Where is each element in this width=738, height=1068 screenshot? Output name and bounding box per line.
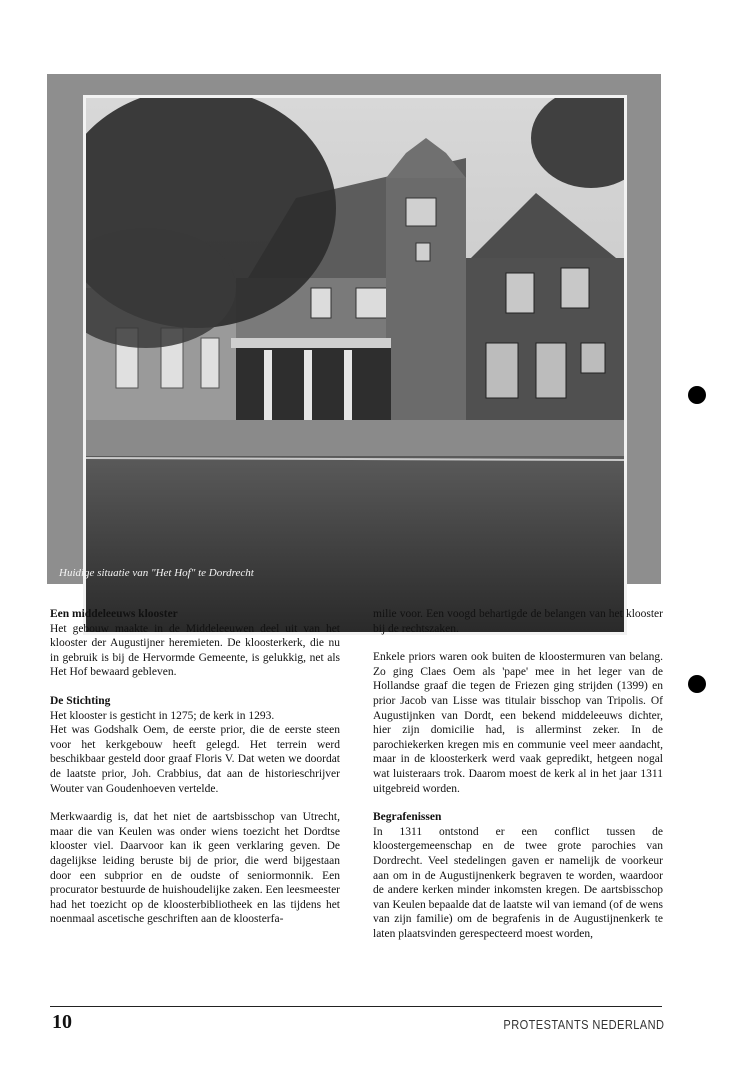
section-een-middeleeuws-klooster (50, 607, 340, 680)
paragraph: milie voor. Een voogd behartigde de belangen van het klooster bij de rechtszaken. (373, 608, 663, 635)
paragraph: Het gebouw maakte in de Middeleeuwen deel uit van het klooster der Augustijner heremieten. De kloosterkerk, die nu in gebruik is bij de Hervormde Gemeente, is gelukkig, net als Het Hof bewaard gebleven. (50, 622, 340, 679)
paragraph: Het was Godshalk Oem, de eerste prior, die de eerste steen voor het kerkgebouw heeft gelegd. Het terrein werd beschikbaar gesteld door graaf Floris V. Dat weten we doordat de laatste prior, Joh. Crabbius, dat aan de historieschrijver Wouter van Goudenhoeven vertelde. (50, 724, 340, 795)
section-heading: Begrafenissen (373, 811, 442, 824)
right-column (373, 607, 663, 955)
paragraph: Enkele priors waren ook buiten de kloostermuren van belang. Zo ging Claes Oem als 'pape' mee in het leger van de Hollandse graaf die tegen de Friezen ging strijden (1399) en prior Jacob van Lisse was titulair bisschop van Tripolis. Of Augustijnken van Dordt, een bekend middeleeuws dichter, hier zijn domicilie had, is allerminst zeker. In de parochiekerken kregen mis en communie veel meer aandacht, maar in de kloosterkerk werd vaak gepredikt, hetgeen nogal wat luisteraars trok. Daarom moest de kerk al in het jaar 1311 uitgebreid worden. (373, 651, 663, 795)
paragraph: Merkwaardig is, dat het niet de aartsbisschop van Utrecht, maar die van Keulen was onder wiens toezicht het Dordtse klooster viel. Daarvoor kan ik geen verklaring geven. De dagelijkse leiding beruste bij de prior, die werd bijgestaan door een subprior en de oudste of seniormonnik. Een procurator bestuurde de huishoudelijke zaken. Een leesmeester had het toezicht op de kloosterbibliotheek en las tijdens het noenmaal ascetische geschriften aan de kloosterfa- (50, 811, 340, 926)
footer-rule (50, 1006, 662, 1007)
publication-name: PROTESTANTS NEDERLAND (503, 1017, 664, 1032)
section-de-stichting (50, 694, 340, 927)
section-heading: De Stichting (50, 694, 111, 707)
page-number: 10 (52, 1011, 72, 1033)
paragraph: In 1311 ontstond er een conflict tussen de kloostergemeenschap en de twee grote parochies van Dordrecht. Veel stedelingen gaven er namelijk de voorkeur aan om in de Augustijnenkerk begraven te worden, waardoor de andere kerken minder inkomsten kregen. De aartsbisschop van Keulen bepaalde dat de laatste wil van iemand (of de wens van zijn familie) om de begrafenis in de Augustijnenkerk te laten plaatsvinden gerespecteerd moest worden, (373, 825, 663, 940)
section-continuation (373, 607, 663, 796)
section-heading: Een middeleeuws klooster (50, 608, 178, 620)
section-begrafenissen (373, 810, 663, 941)
binder-hole-dot (688, 386, 706, 404)
building-photo (83, 95, 627, 635)
photo-caption: Huidige situatie van "Het Hof" te Dordrecht (59, 567, 254, 579)
photo-frame (47, 74, 661, 584)
binder-hole-dot (688, 675, 706, 693)
left-column (50, 607, 340, 941)
paragraph: Het klooster is gesticht in 1275; de kerk in 1293. (50, 709, 275, 722)
